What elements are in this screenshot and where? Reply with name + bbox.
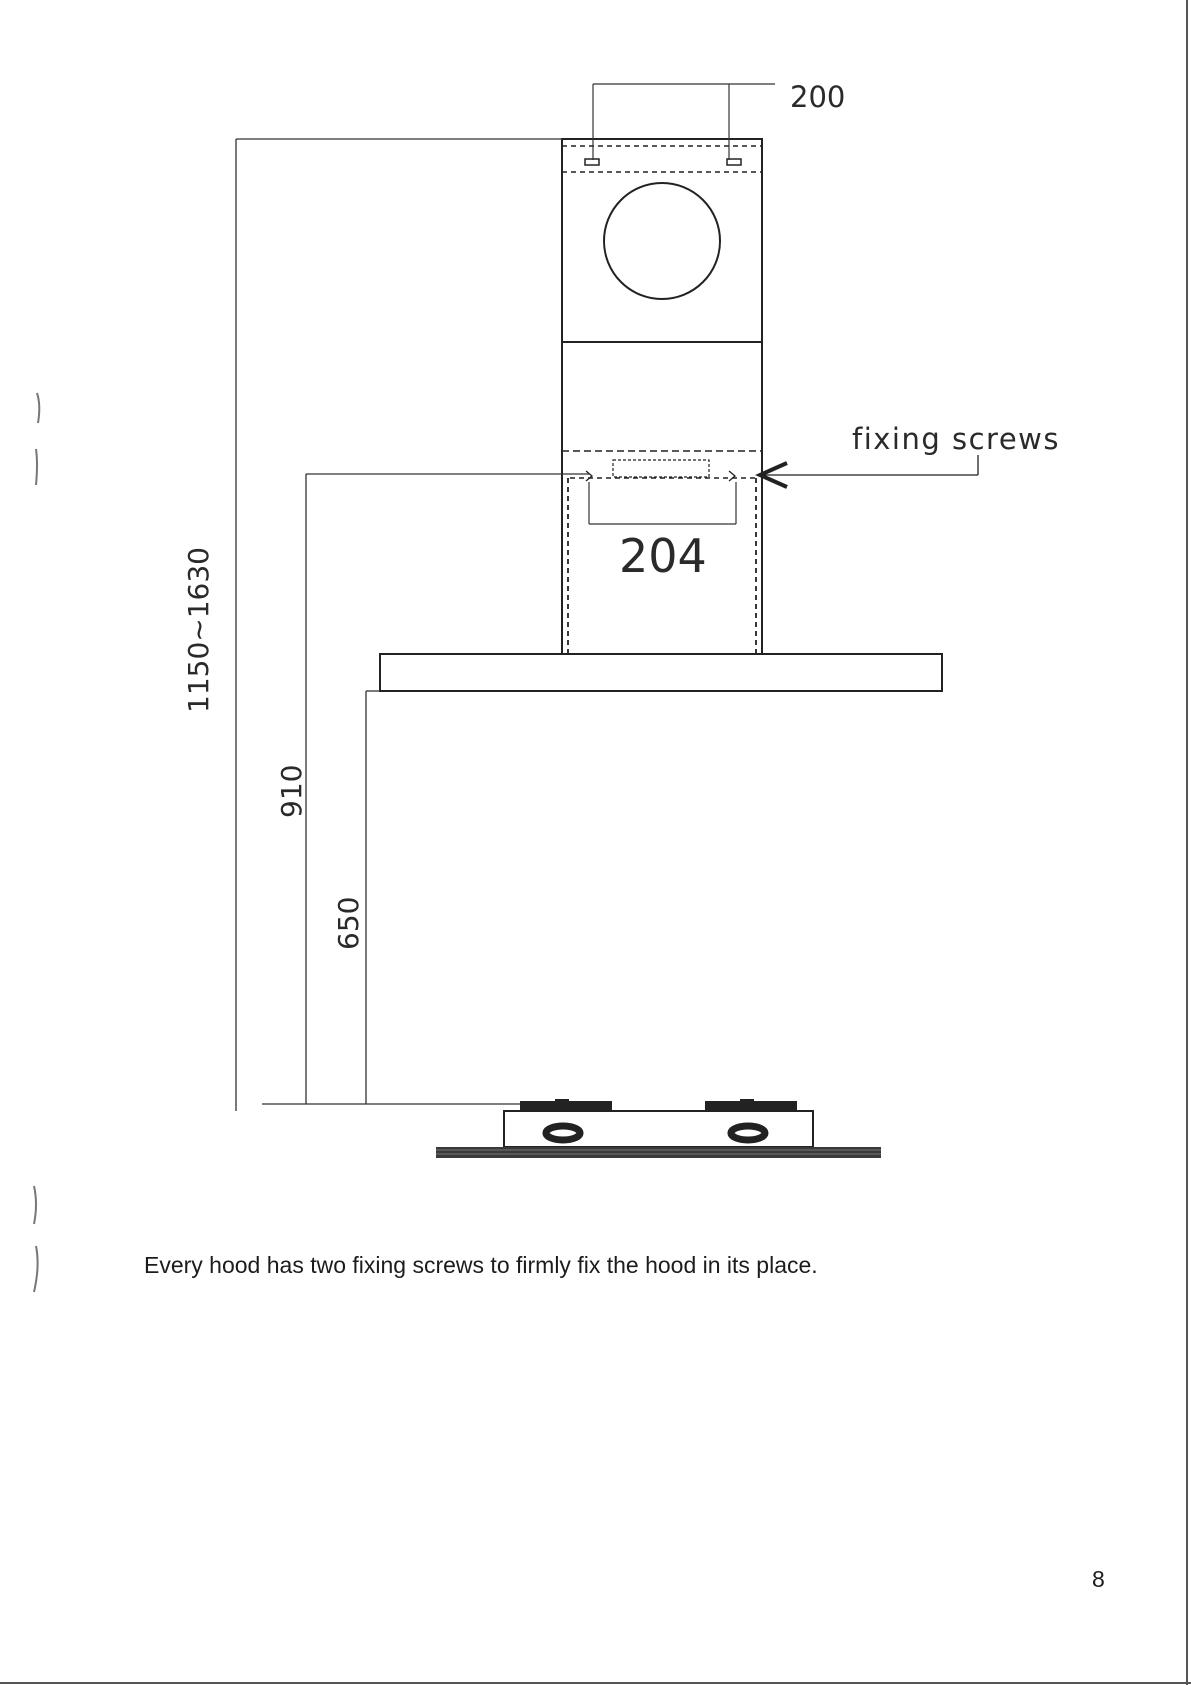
chimney-upper (562, 139, 762, 342)
page-edge-right (1186, 0, 1188, 1685)
dim-label-1150-1630: 1150~1630 (182, 547, 215, 713)
worktop (436, 1147, 881, 1158)
fixing-screws-callout (760, 455, 978, 487)
caption: Every hood has two fixing screws to firmly fix the hood in its place. (144, 1252, 818, 1278)
scan-margin-marks-lower (0, 1170, 60, 1310)
page-edge-bottom (0, 1682, 1191, 1684)
page-number: 8 (1092, 1566, 1105, 1592)
dimension-910 (306, 474, 590, 1104)
chimney-lower (562, 342, 762, 654)
cooktop (436, 1099, 881, 1158)
callout-label-fixing-screws: fixing screws (852, 422, 1060, 456)
dimension-650 (366, 691, 380, 1104)
fixing-screw-left (586, 471, 592, 481)
dimension-1150-1630 (236, 139, 562, 1111)
dimension-204 (589, 482, 736, 524)
exhaust-outlet (604, 183, 720, 299)
mounting-slot-left (585, 159, 599, 165)
fixing-screw-right (729, 471, 735, 481)
dim-label-200: 200 (790, 80, 846, 114)
scan-margin-marks (36, 393, 39, 485)
dim-label-650: 650 (332, 896, 365, 950)
inner-bracket-slot (613, 460, 709, 477)
dimension-200 (593, 84, 775, 160)
dim-label-910: 910 (275, 764, 308, 818)
dim-label-204: 204 (619, 529, 707, 583)
hood-canopy (380, 654, 942, 691)
